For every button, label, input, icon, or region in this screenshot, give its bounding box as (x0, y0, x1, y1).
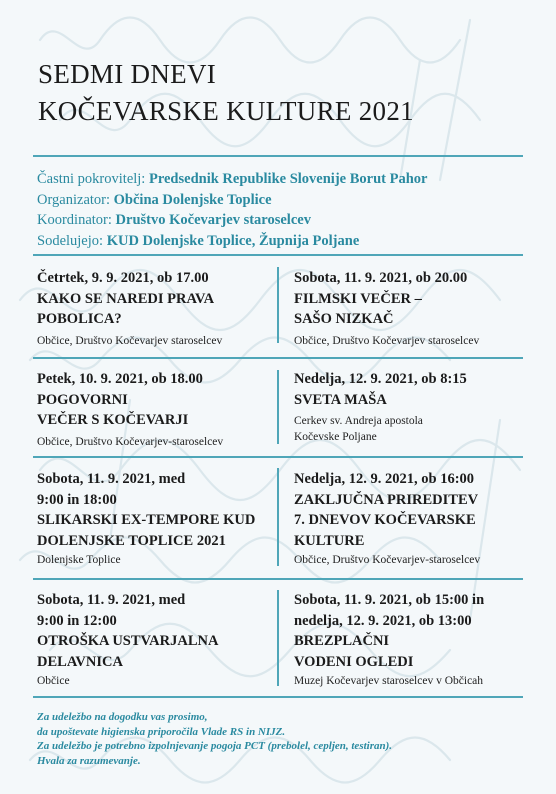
event-date: Sobota, 11. 9. 2021, ob 20.00 (294, 270, 468, 286)
column-divider (277, 267, 279, 343)
event-title: SLIKARSKI EX-TEMPORE KUD (37, 512, 256, 528)
notice-line: da upoštevate higienska priporočila Vlade RS in NIJZ. (37, 725, 286, 738)
divider (33, 578, 523, 580)
credit-participants: Sodelujejo: KUD Dolenjske Toplice, Župnija Poljane (37, 232, 360, 249)
event-time: 9:00 in 12:00 (37, 612, 117, 629)
event-title: VEČER S KOČEVARJI (37, 412, 189, 428)
credit-coordinator: Koordinator: Društvo Kočevarjev staroselcev (37, 212, 311, 228)
divider (33, 696, 523, 698)
event-place: Cerkev sv. Andreja apostola (294, 415, 423, 427)
notice-line: Za udeležbo na dogodku vas prosimo, (37, 711, 208, 723)
event-card (294, 268, 534, 350)
event-title: KULTURE (294, 532, 365, 549)
column-divider (277, 468, 279, 566)
divider (33, 155, 523, 157)
event-card (37, 369, 277, 451)
credit-patron: Častni pokrovitelj: Predsednik Republike Slovenije Borut Pahor (37, 171, 428, 187)
event-date: Sobota, 11. 9. 2021, med (37, 592, 186, 608)
event-title: VODENI OGLEDI (294, 653, 414, 670)
event-place: Občice, Društvo Kočevarjev staroselcev (294, 334, 480, 347)
event-card (37, 268, 277, 350)
notice-line: Za udeležbo je potrebno izpolnjevanje pogoja PCT (prebolel, cepljen, testiran). (37, 740, 393, 753)
event-title: DELAVNICA (37, 653, 123, 670)
column-divider (277, 370, 279, 444)
event-place: Občice, Društvo Kočevarjev staroselcev (37, 334, 223, 347)
event-date: Nedelja, 12. 9. 2021, ob 8:15 (294, 371, 467, 387)
event-place: Dolenjske Toplice (37, 554, 121, 566)
event-date: Sobota, 11. 9. 2021, ob 15:00 in (294, 592, 485, 608)
credit-organizer: Organizator: Občina Dolenjske Toplice (37, 191, 272, 208)
event-title: 7. DNEVOV KOČEVARSKE (294, 512, 476, 528)
credits (37, 169, 427, 251)
event-date: Petek, 10. 9. 2021, ob 18.00 (37, 371, 203, 387)
notice (37, 710, 517, 768)
event-title: POGOVORNI (37, 391, 128, 408)
divider (33, 357, 523, 359)
event-place: Muzej Kočevarjev staroselcev v Občicah (294, 675, 484, 687)
event-title: ZAKLJUČNA PRIREDITEV (294, 491, 479, 508)
event-card (294, 369, 534, 445)
event-card (37, 469, 277, 569)
event-place: Kočevske Poljane (294, 431, 377, 443)
event-date: Četrtek, 9. 9. 2021, ob 17.00 (37, 270, 209, 286)
event-card (294, 590, 534, 690)
event-date: Nedelja, 12. 9. 2021, ob 16:00 (294, 471, 475, 487)
event-title: DOLENJSKE TOPLICE 2021 (37, 532, 226, 549)
column-divider (277, 590, 279, 686)
event-place: Občice (37, 675, 70, 687)
notice-line: Hvala za razumevanje. (37, 754, 141, 767)
event-title: FILMSKI VEČER – (294, 290, 422, 307)
event-title: BREZPLAČNI (294, 633, 390, 649)
divider (33, 456, 523, 458)
title-line-2: KOČEVARSKE KULTURE 2021 (38, 96, 414, 126)
event-place: Občice, Društvo Kočevarjev-staroselcev (37, 435, 224, 448)
event-title: SAŠO NIZKAČ (294, 311, 394, 327)
event-card (37, 590, 277, 690)
event-title: OTROŠKA USTVARJALNA (37, 633, 219, 649)
event-date: Sobota, 11. 9. 2021, med (37, 471, 186, 487)
poster-title (38, 56, 414, 130)
event-time: nedelja, 12. 9. 2021, ob 13:00 (294, 612, 472, 629)
event-title: KAKO SE NAREDI PRAVA (37, 290, 215, 307)
event-title: SVETA MAŠA (294, 391, 387, 408)
event-place: Občice, Društvo Kočevarjev-staroselcev (294, 554, 481, 566)
event-time: 9:00 in 18:00 (37, 491, 117, 508)
event-title: POBOLICA? (37, 311, 122, 327)
title-line-1: SEDMI DNEVI (38, 59, 217, 89)
divider (33, 254, 523, 256)
event-card (294, 469, 534, 569)
